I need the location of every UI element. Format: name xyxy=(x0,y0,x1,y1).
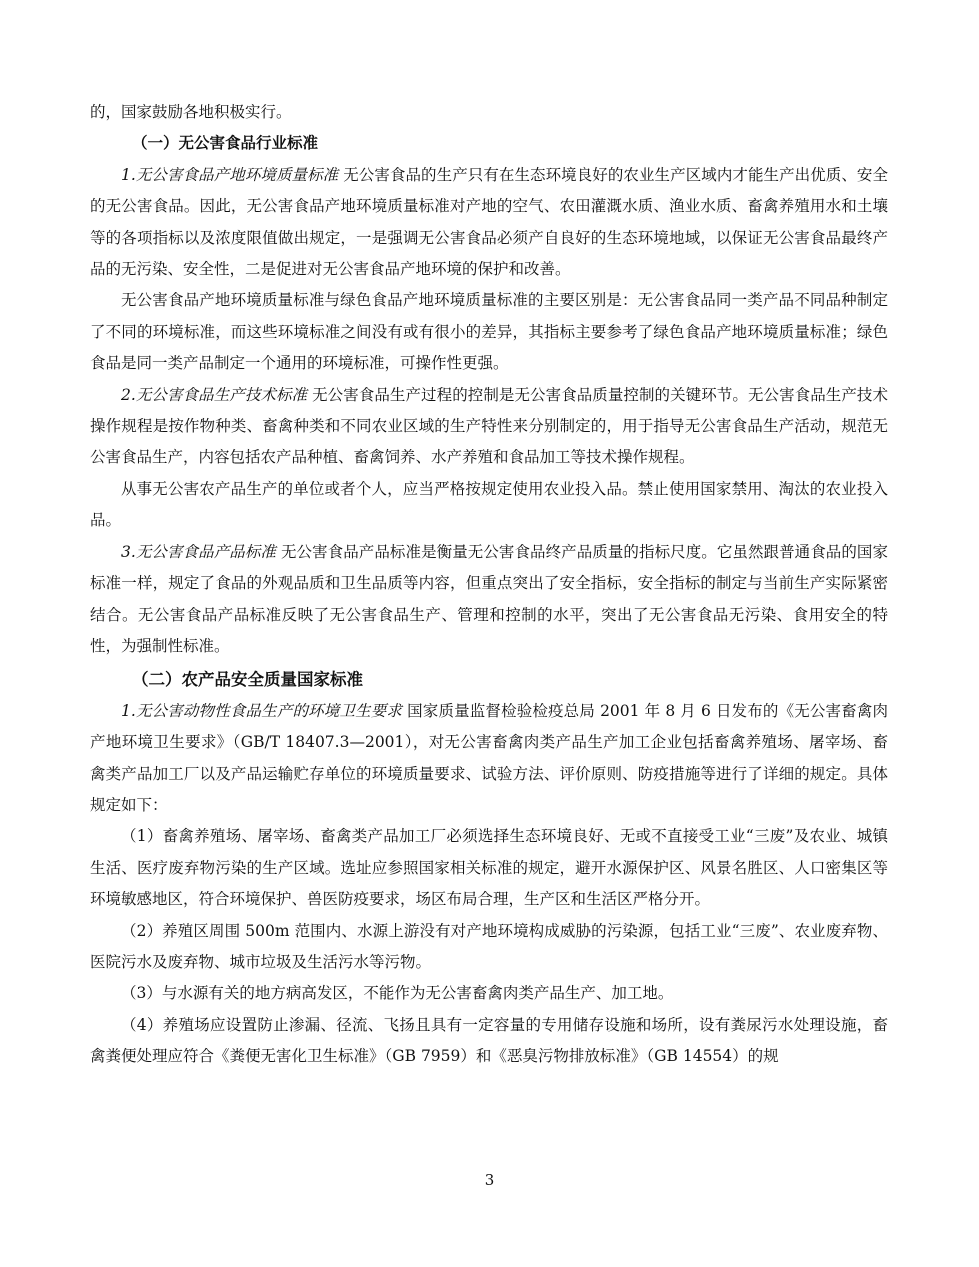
paragraph-product-standard xyxy=(90,537,888,663)
paragraph-item-3: （3）与水源有关的地方病高发区，不能作为无公害畜禽肉类产品生产、加工地。 xyxy=(121,984,674,1003)
paragraph-env-difference: 无公害食品产地环境质量标准与绿色食品产地环境质量标准的主要区别是：无公害食品同一类产品不同品种制定了不同的环境标准，而这些环境标准之间没有或有很小的差异，其指标主要参考了绿色食品产地环境质量标准；绿色食品是同一类产品制定一个通用的环境标准，可操作性更强。 xyxy=(90,291,888,373)
paragraph-lead: 1.无公害动物性食品生产的环境卫生要求 xyxy=(121,701,403,720)
paragraph-text: 无公害食品生产过程的控制是无公害食品质量控制的关键环节。无公害食品生产技术操作规程是按作物种类、畜禽种类和不同农业区域的生产特性来分别制定的，用于指导无公害食品生产活动，规范无公害食品生产，内容包括农产品种植、畜禽饲养、水产养殖和食品加工等技术操作规程。 xyxy=(90,385,888,467)
page-body xyxy=(90,97,888,1073)
section-heading-1: （一）无公害食品行业标准 xyxy=(132,134,319,153)
paragraph-lead: 2.无公害食品生产技术标准 xyxy=(121,385,308,404)
paragraph-lead: 1.无公害食品产地环境质量标准 xyxy=(121,165,339,184)
paragraph-item-2: （2）养殖区周围 500m 范围内、水源上游没有对产地环境构成威胁的污染源，包括工业“三废”、农业废弃物、医院污水及废弃物、城市垃圾及生活污水等污物。 xyxy=(90,921,888,971)
page-number: 3 xyxy=(484,1171,495,1189)
paragraph-text: 国家质量监督检验检疫总局 2001 年 8 月 6 日发布的《无公害畜禽肉产地环境卫生要求》（GB/T 18407.3—2001），对无公害畜禽肉类产品生产加工企业包括畜禽养殖场、屠宰场、畜禽类产品加工厂以及产品运输贮存单位的环境质量要求、试验方法、评价原则、防疫措施等进行了详细的规定。具体规定如下： xyxy=(90,701,888,814)
paragraph-continuation: 的，国家鼓励各地积极实行。 xyxy=(90,103,292,121)
paragraph-item-1: （1）畜禽养殖场、屠宰场、畜禽类产品加工厂必须选择生态环境良好、无或不直接受工业“三废”及农业、城镇生活、医疗废弃物污染的生产区域。选址应参照国家相关标准的规定，避开水源保护区、风景名胜区、人口密集区等环境敏感地区，符合环境保护、兽医防疫要求，场区布局合理，生产区和生活区严格分开。 xyxy=(90,827,888,909)
paragraph-env-quality xyxy=(90,160,888,286)
paragraph-animal-env xyxy=(90,696,888,822)
paragraph-lead: 3.无公害食品产品标准 xyxy=(121,542,276,561)
section-heading-2: （二）农产品安全质量国家标准 xyxy=(132,670,363,690)
paragraph-production-tech xyxy=(90,380,888,474)
paragraph-text: 无公害食品产品标准是衡量无公害食品终产品质量的指标尺度。它虽然跟普通食品的国家标准一样，规定了食品的外观品质和卫生品质等内容，但重点突出了安全指标，安全指标的制定与当前生产实际紧密结合。无公害食品产品标准反映了无公害食品生产、管理和控制的水平，突出了无公害食品无污染、食用安全的特性，为强制性标准。 xyxy=(90,542,888,655)
paragraph-item-4: （4）养殖场应设置防止渗漏、径流、飞扬且具有一定容量的专用储存设施和场所，设有粪尿污水处理设施，畜禽粪便处理应符合《粪便无害化卫生标准》（GB 7959）和《恶臭污物排放标准》（GB 14554）的规 xyxy=(90,1015,888,1066)
paragraph-inputs: 从事无公害农产品生产的单位或者个人，应当严格按规定使用农业投入品。禁止使用国家禁用、淘汰的农业投入品。 xyxy=(90,479,888,530)
paragraph-text: 无公害食品的生产只有在生态环境良好的农业生产区域内才能生产出优质、安全的无公害食品。因此，无公害食品产地环境质量标准对产地的空气、农田灌溉水质、渔业水质、畜禽养殖用水和土壤等的各项指标以及浓度限值做出规定，一是强调无公害食品必须产自良好的生态环境地域，以保证无公害食品最终产品的无污染、安全性，二是促进对无公害食品产地环境的保护和改善。 xyxy=(90,165,888,279)
